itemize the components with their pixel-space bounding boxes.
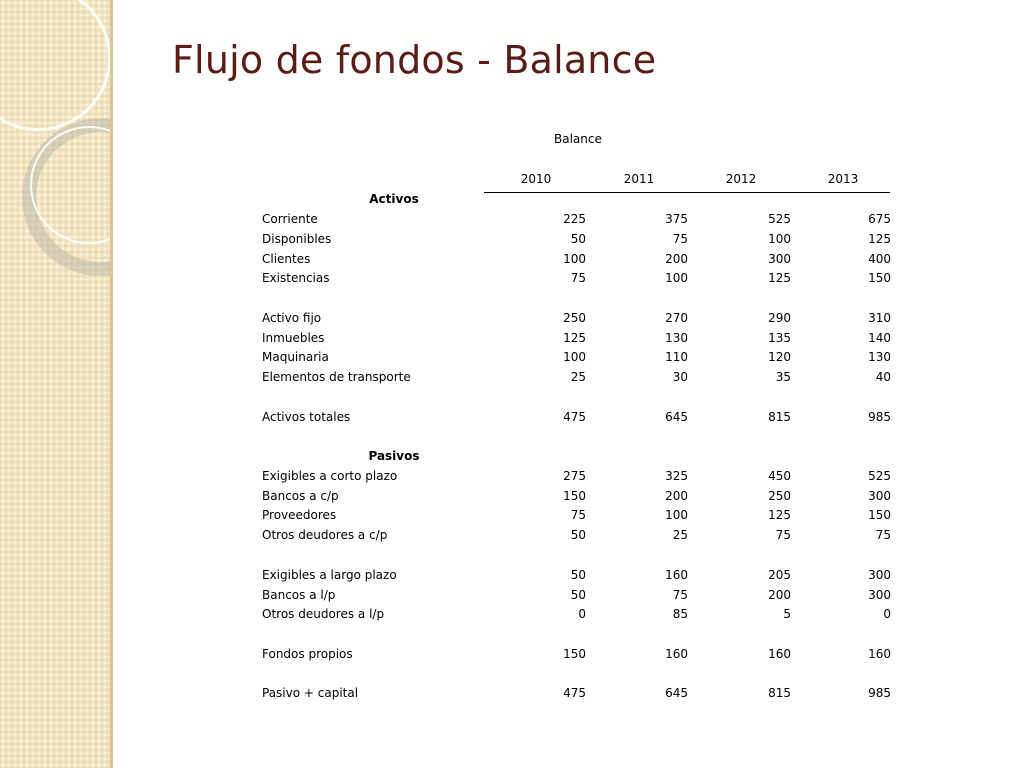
cell-value: 310 — [868, 311, 891, 325]
year-header: 2012 — [725, 172, 757, 186]
cell-value: 130 — [868, 350, 891, 364]
slide-title: Flujo de fondos - Balance — [172, 38, 657, 82]
table-row — [254, 271, 894, 289]
cell-value: 300 — [768, 252, 791, 266]
cell-value: 475 — [563, 686, 586, 700]
row-label: Elementos de transporte — [262, 370, 411, 384]
cell-value: 125 — [563, 331, 586, 345]
cell-value: 50 — [570, 588, 586, 602]
table-row — [254, 469, 894, 487]
cell-value: 100 — [665, 508, 688, 522]
cell-value: 525 — [768, 212, 791, 226]
cell-value: 100 — [665, 271, 688, 285]
table-caption: Balance — [554, 132, 602, 146]
cell-value: 205 — [768, 568, 791, 582]
cell-value: 35 — [775, 370, 791, 384]
cell-value: 160 — [868, 647, 891, 661]
table-row — [254, 370, 894, 388]
cell-value: 85 — [672, 607, 688, 621]
table-row — [254, 311, 894, 329]
cell-value: 200 — [665, 489, 688, 503]
cell-value: 815 — [768, 410, 791, 424]
cell-value: 140 — [868, 331, 891, 345]
cell-value: 50 — [570, 528, 586, 542]
row-label: Inmuebles — [262, 331, 325, 345]
cell-value: 75 — [672, 588, 688, 602]
cell-value: 50 — [570, 568, 586, 582]
section-heading: Pasivos — [368, 449, 420, 463]
decorative-ring — [0, 0, 111, 131]
cell-value: 100 — [563, 350, 586, 364]
row-label: Clientes — [262, 252, 311, 266]
section-heading: Activos — [369, 192, 419, 206]
table-row — [254, 508, 894, 526]
table-row — [254, 489, 894, 507]
cell-value: 985 — [868, 686, 891, 700]
section-heading-row — [254, 449, 894, 467]
cell-value: 200 — [665, 252, 688, 266]
cell-value: 110 — [665, 350, 688, 364]
row-label: Existencias — [262, 271, 330, 285]
cell-value: 675 — [868, 212, 891, 226]
cell-value: 250 — [768, 489, 791, 503]
table-row — [254, 212, 894, 230]
cell-value: 200 — [768, 588, 791, 602]
cell-value: 160 — [768, 647, 791, 661]
row-label: Maquinaria — [262, 350, 329, 364]
table-row — [254, 588, 894, 606]
cell-value: 100 — [563, 252, 586, 266]
table-row — [254, 410, 894, 428]
year-header: 2010 — [520, 172, 552, 186]
table-row — [254, 350, 894, 368]
cell-value: 300 — [868, 489, 891, 503]
table-row — [254, 331, 894, 349]
cell-value: 0 — [578, 607, 586, 621]
cell-value: 450 — [768, 469, 791, 483]
cell-value: 375 — [665, 212, 688, 226]
row-label: Activo fijo — [262, 311, 322, 325]
table-row — [254, 568, 894, 586]
cell-value: 125 — [868, 232, 891, 246]
cell-value: 125 — [768, 271, 791, 285]
cell-value: 160 — [665, 568, 688, 582]
row-label: Corriente — [262, 212, 318, 226]
row-label: Fondos propios — [262, 647, 353, 661]
table-row — [254, 528, 894, 546]
cell-value: 150 — [563, 489, 586, 503]
cell-value: 75 — [875, 528, 891, 542]
cell-value: 160 — [665, 647, 688, 661]
cell-value: 75 — [570, 508, 586, 522]
cell-value: 150 — [563, 647, 586, 661]
decorative-sidebar — [0, 0, 113, 768]
cell-value: 25 — [570, 370, 586, 384]
row-label: Proveedores — [262, 508, 337, 522]
table-row — [254, 607, 894, 625]
cell-value: 290 — [768, 311, 791, 325]
cell-value: 0 — [883, 607, 891, 621]
cell-value: 645 — [665, 686, 688, 700]
table-row — [254, 252, 894, 270]
cell-value: 325 — [665, 469, 688, 483]
year-header-row — [484, 172, 890, 193]
year-header: 2013 — [827, 172, 859, 186]
row-label: Exigibles a corto plazo — [262, 469, 398, 483]
cell-value: 815 — [768, 686, 791, 700]
row-label: Bancos a c/p — [262, 489, 339, 503]
cell-value: 645 — [665, 410, 688, 424]
cell-value: 135 — [768, 331, 791, 345]
cell-value: 150 — [868, 271, 891, 285]
cell-value: 275 — [563, 469, 586, 483]
cell-value: 120 — [768, 350, 791, 364]
row-label: Activos totales — [262, 410, 351, 424]
cell-value: 150 — [868, 508, 891, 522]
cell-value: 250 — [563, 311, 586, 325]
year-header: 2011 — [623, 172, 655, 186]
row-label: Otros deudores a c/p — [262, 528, 388, 542]
cell-value: 400 — [868, 252, 891, 266]
cell-value: 985 — [868, 410, 891, 424]
sidebar-edge — [110, 0, 113, 768]
cell-value: 50 — [570, 232, 586, 246]
cell-value: 225 — [563, 212, 586, 226]
cell-value: 75 — [775, 528, 791, 542]
table-row — [254, 686, 894, 704]
cell-value: 300 — [868, 568, 891, 582]
cell-value: 270 — [665, 311, 688, 325]
row-label: Exigibles a largo plazo — [262, 568, 397, 582]
row-label: Pasivo + capital — [262, 686, 359, 700]
table-row — [254, 647, 894, 665]
cell-value: 100 — [768, 232, 791, 246]
row-label: Otros deudores a l/p — [262, 607, 385, 621]
row-label: Disponibles — [262, 232, 332, 246]
section-heading-row — [254, 192, 894, 210]
cell-value: 125 — [768, 508, 791, 522]
cell-value: 25 — [672, 528, 688, 542]
cell-value: 75 — [672, 232, 688, 246]
cell-value: 30 — [672, 370, 688, 384]
cell-value: 40 — [875, 370, 891, 384]
cell-value: 130 — [665, 331, 688, 345]
cell-value: 75 — [570, 271, 586, 285]
row-label: Bancos a l/p — [262, 588, 336, 602]
table-row — [254, 232, 894, 250]
cell-value: 475 — [563, 410, 586, 424]
cell-value: 5 — [783, 607, 791, 621]
cell-value: 300 — [868, 588, 891, 602]
cell-value: 525 — [868, 469, 891, 483]
